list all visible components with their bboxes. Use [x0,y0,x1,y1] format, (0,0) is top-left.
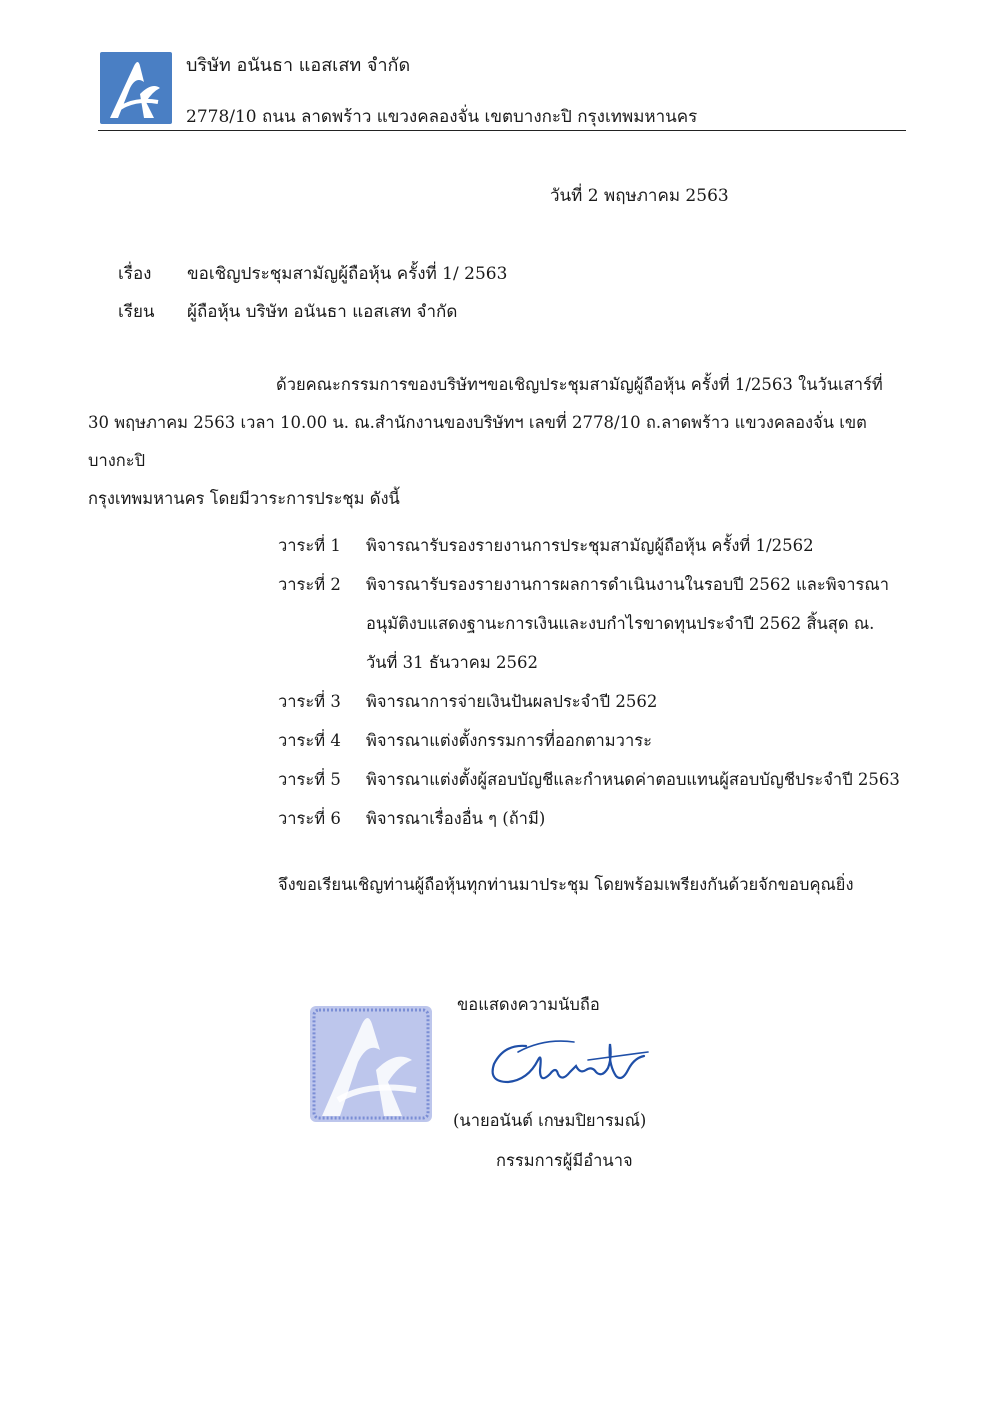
agenda-line: พิจารณาแต่งตั้งผู้สอบบัญชีและกำหนดค่าตอบแทนผู้สอบบัญชีประจำปี 2563 [366,770,900,789]
regards-text: ขอแสดงความนับถือ [457,995,600,1014]
agenda-line: พิจารณาเรื่องอื่น ๆ (ถ้ามี) [366,809,546,828]
agenda-number: วาระที่ 2 [278,575,341,594]
agenda-item [278,682,918,721]
closing-sentence: จึงขอเรียนเชิญท่านผู้ถือหุ้นทุกท่านมาประชุม โดยพร้อมเพรียงกันด้วยจักขอบคุณยิ่ง [278,875,854,894]
signer-name: (นายอนันต์ เกษมปิยารมณ์) [453,1111,647,1130]
company-logo-icon [100,52,172,124]
agenda-number: วาระที่ 4 [278,731,341,750]
body-line-3: กรุงเทพมหานคร โดยมีวาระการประชุม ดังนี้ [88,489,400,508]
agenda-text [366,721,918,760]
agenda-text [366,526,918,565]
agenda-number: วาระที่ 1 [278,536,341,555]
agenda-text [366,799,918,838]
subject-value: ขอเชิญประชุมสามัญผู้ถือหุ้น ครั้งที่ 1/ 2563 [187,264,508,284]
agenda-line: วันที่ 31 ธันวาคม 2562 [366,653,538,672]
agenda-item [278,799,918,838]
agenda-item [278,760,918,799]
agenda-text [366,565,918,682]
subject-label: เรื่อง [118,264,152,284]
agenda-list [278,526,918,838]
company-name: บริษัท อนันธา แอสเสท จำกัด [186,55,411,76]
agenda-item [278,721,918,760]
recipient-value: ผู้ถือหุ้น บริษัท อนันธา แอสเสท จำกัด [187,302,458,322]
body-line-1: ด้วยคณะกรรมการของบริษัทฯขอเชิญประชุมสามัญผู้ถือหุ้น ครั้งที่ 1/2563 ในวันเสาร์ที่ [276,375,883,394]
body-paragraph [88,366,918,518]
recipient-label: เรียน [118,302,155,322]
company-stamp-icon [308,1004,434,1124]
header-divider [98,130,906,131]
agenda-line: อนุมัติงบแสดงฐานะการเงินและงบกำไรขาดทุนประจำปี 2562 สิ้นสุด ณ. [366,614,875,633]
agenda-number: วาระที่ 3 [278,692,341,711]
agenda-item [278,565,918,682]
handwritten-signature-icon [484,1030,654,1094]
agenda-line: พิจารณารับรองรายงานการผลการดำเนินงานในรอบปี 2562 และพิจารณา [366,575,889,594]
agenda-number: วาระที่ 6 [278,809,341,828]
signer-position: กรรมการผู้มีอำนาจ [496,1151,633,1170]
agenda-text [366,760,918,799]
letter-date: วันที่ 2 พฤษภาคม 2563 [550,186,729,206]
company-address: 2778/10 ถนน ลาดพร้าว แขวงคลองจั่น เขตบางกะปิ กรุงเทพมหานคร [186,107,698,127]
agenda-text [366,682,918,721]
body-line-2: 30 พฤษภาคม 2563 เวลา 10.00 น. ณ.สำนักงานของบริษัทฯ เลขที่ 2778/10 ถ.ลาดพร้าว แขวงคลองจั่น เขตบางกะปิ [88,413,867,470]
agenda-line: พิจารณาแต่งตั้งกรรมการที่ออกตามวาระ [366,731,652,750]
agenda-number: วาระที่ 5 [278,770,341,789]
agenda-line: พิจารณาการจ่ายเงินปันผลประจำปี 2562 [366,692,658,711]
agenda-item [278,526,918,565]
agenda-line: พิจารณารับรองรายงานการประชุมสามัญผู้ถือหุ้น ครั้งที่ 1/2562 [366,536,814,555]
